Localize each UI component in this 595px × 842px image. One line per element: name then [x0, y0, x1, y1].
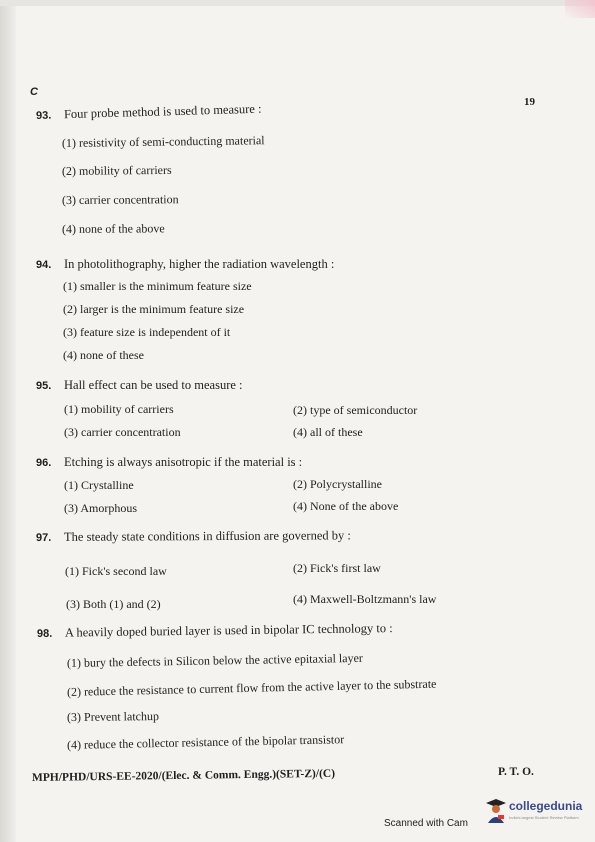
option-98-2: (2) reduce the resistance to current flow from the active layer to the substrate: [66, 676, 437, 699]
option-96-4: (4) None of the above: [293, 499, 399, 513]
question-text: A heavily doped buried layer is used in bipolar IC technology to :: [64, 621, 393, 640]
page-number: 19: [524, 96, 535, 108]
option-94-2: (2) larger is the minimum feature size: [63, 302, 245, 316]
option-94-1: (1) smaller is the minimum feature size: [63, 279, 252, 293]
question-number: 94.: [36, 259, 52, 271]
question-number: 97.: [35, 531, 52, 544]
option-96-1: (1) Crystalline: [64, 478, 134, 492]
option-95-2: (2) type of semiconductor: [293, 403, 418, 417]
option-95-1: (1) mobility of carriers: [64, 402, 174, 416]
question-number: 93.: [35, 109, 52, 122]
option-98-4: (4) reduce the collector resistance of the bipolar transistor: [66, 732, 345, 752]
option-97-3: (3) Both (1) and (2): [66, 597, 161, 611]
question-number: 98.: [36, 627, 53, 640]
page-top-edge: [0, 0, 595, 6]
logo-text: collegedunia: [509, 799, 583, 813]
option-96-2: (2) Polycrystalline: [293, 477, 382, 491]
student-mascot-icon: [485, 798, 507, 824]
page-left-edge: [0, 0, 16, 842]
question-text: Four probe method is used to measure :: [63, 101, 262, 122]
option-97-1: (1) Fick's second law: [65, 564, 167, 578]
question-95: [36, 378, 243, 393]
question-text: Hall effect can be used to measure :: [64, 378, 243, 392]
option-95-4: (4) all of these: [293, 425, 363, 439]
option-97-4: (4) Maxwell-Boltzmann's law: [293, 592, 437, 606]
option-94-3: (3) feature size is independent of it: [63, 325, 231, 339]
scanned-watermark: Scanned with Cam: [384, 818, 468, 829]
option-98-1: (1) bury the defects in Silicon below the active epitaxial layer: [66, 650, 363, 670]
option-98-3: (3) Prevent latchup: [66, 709, 160, 724]
question-number: 96.: [36, 457, 52, 469]
logo-tagline: India's largest Student Review Platform: [509, 815, 579, 820]
question-number: 95.: [36, 380, 52, 392]
question-96: [36, 455, 302, 470]
question-97: [36, 528, 351, 545]
question-93: [36, 102, 262, 123]
pto-label: P. T. O.: [498, 766, 534, 778]
option-93-3: (3) carrier concentration: [61, 192, 179, 207]
corner-stain: [565, 0, 595, 18]
collegedunia-logo: [483, 796, 591, 830]
option-97-2: (2) Fick's first law: [293, 561, 381, 575]
option-96-3: (3) Amorphous: [64, 501, 137, 515]
option-93-4: (4) none of the above: [61, 221, 165, 236]
question-text: Etching is always anisotropic if the material is :: [64, 455, 303, 469]
question-94: [36, 257, 334, 272]
question-text: In photolithography, higher the radiation wavelength :: [64, 257, 335, 271]
option-95-3: (3) carrier concentration: [64, 425, 181, 439]
option-94-4: (4) none of these: [63, 348, 144, 362]
set-mark: C: [30, 86, 38, 98]
option-93-1: (1) resistivity of semi-conducting material: [61, 133, 265, 150]
question-text: The steady state conditions in diffusion are governed by :: [63, 528, 351, 544]
option-93-2: (2) mobility of carriers: [61, 162, 172, 178]
exam-code: MPH/PHD/URS-EE-2020/(Elec. & Comm. Engg.)(SET-Z)/(C): [31, 767, 336, 784]
question-98: [37, 621, 393, 641]
